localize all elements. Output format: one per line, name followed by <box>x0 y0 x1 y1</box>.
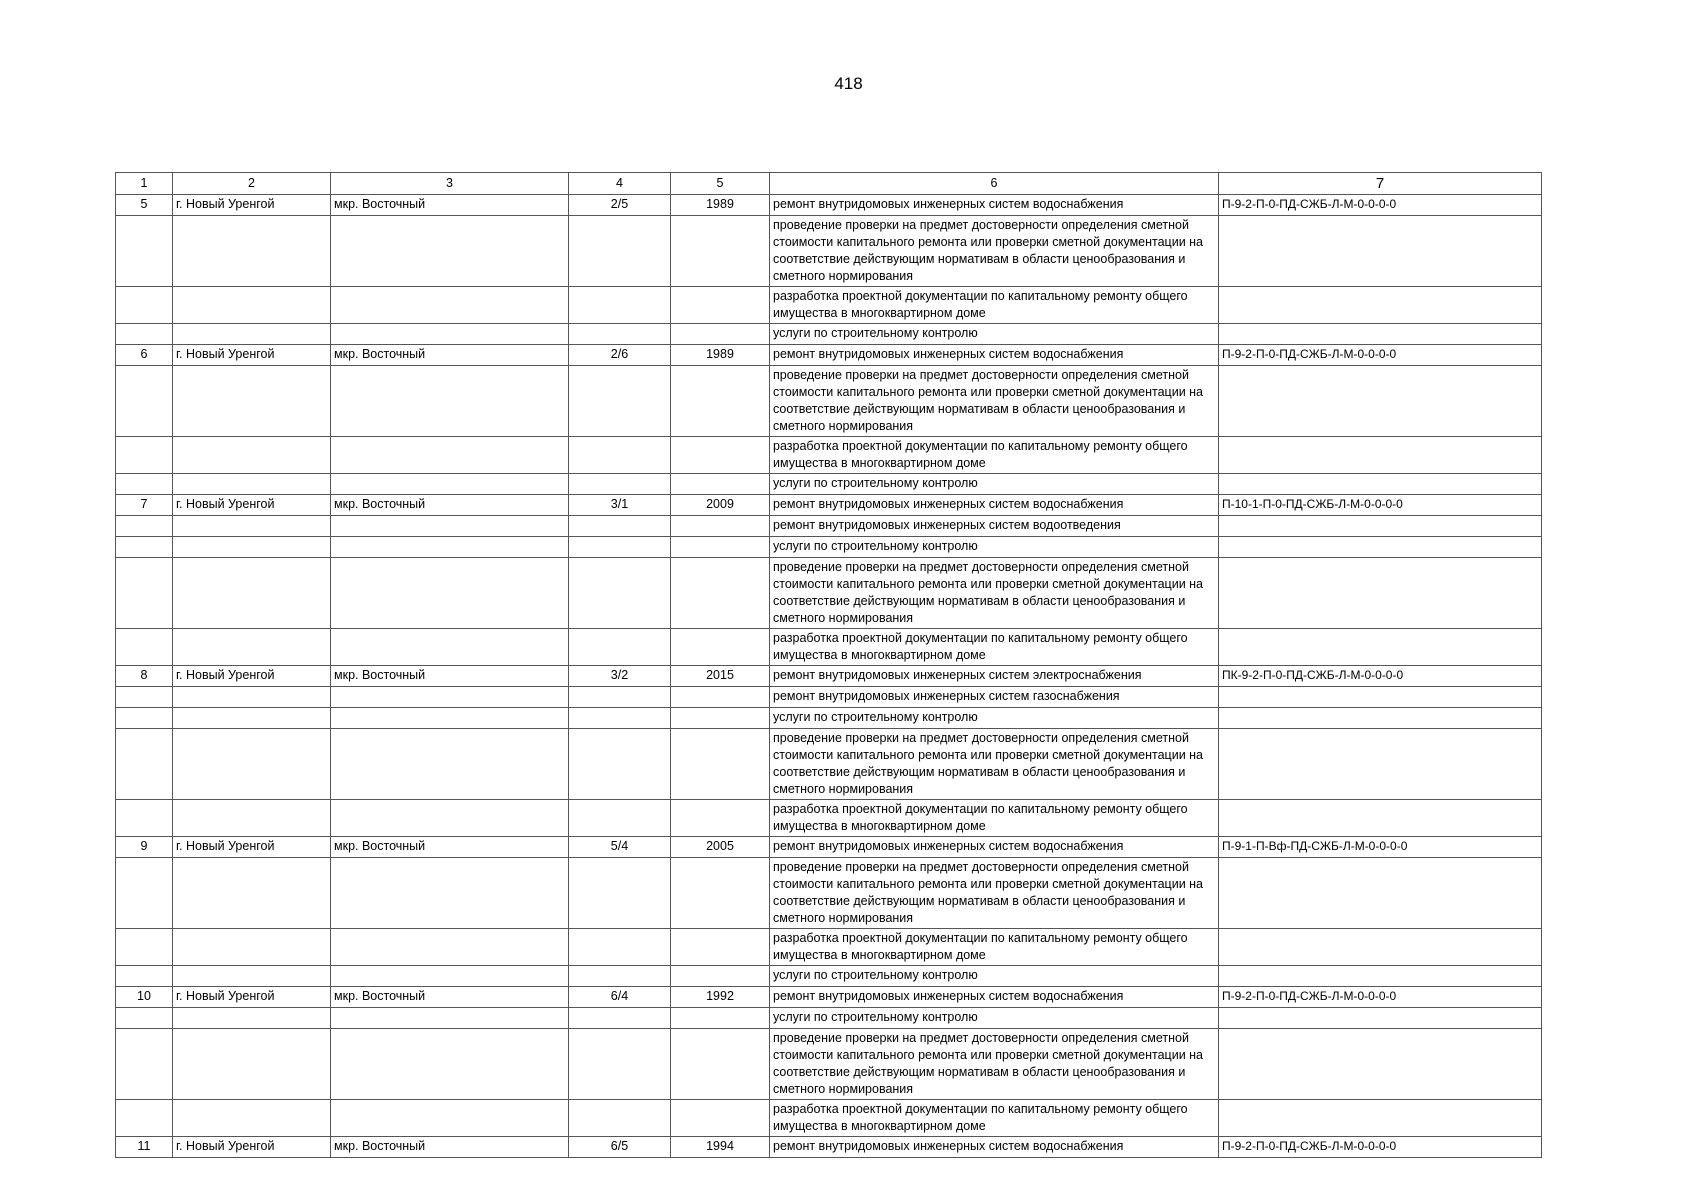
cell-row-number: 9 <box>116 837 173 858</box>
cell-building-code: П-9-2-П-0-ПД-СЖБ-Л-М-0-0-0-0 <box>1219 987 1542 1008</box>
cell-district <box>331 324 569 345</box>
table-row <box>116 287 1542 324</box>
cell-work-type: ремонт внутридомовых инженерных систем водоснабжения <box>770 837 1219 858</box>
cell-row-number <box>116 1008 173 1029</box>
cell-work-type: проведение проверки на предмет достоверности определения сметной стоимости капитального ремонта или проверки сметной документации на соответствие действующим нормативам в области ценообразования и сметного нормирования <box>770 729 1219 800</box>
cell-row-number: 7 <box>116 495 173 516</box>
cell-house-number <box>569 708 671 729</box>
cell-row-number <box>116 516 173 537</box>
header-col-4: 4 <box>569 173 671 195</box>
cell-building-code <box>1219 474 1542 495</box>
cell-building-code: П-9-2-П-0-ПД-СЖБ-Л-М-0-0-0-0 <box>1219 1137 1542 1158</box>
cell-row-number <box>116 1100 173 1137</box>
cell-building-code <box>1219 216 1542 287</box>
cell-work-type: ремонт внутридомовых инженерных систем водоснабжения <box>770 987 1219 1008</box>
cell-district <box>331 929 569 966</box>
cell-build-year <box>671 516 770 537</box>
cell-district <box>331 1100 569 1137</box>
cell-build-year <box>671 437 770 474</box>
table-row <box>116 1100 1542 1137</box>
cell-building-code <box>1219 858 1542 929</box>
cell-district <box>331 366 569 437</box>
cell-city: г. Новый Уренгой <box>173 987 331 1008</box>
cell-work-type: услуги по строительному контролю <box>770 537 1219 558</box>
cell-build-year <box>671 1100 770 1137</box>
cell-building-code: П-9-1-П-Вф-ПД-СЖБ-Л-М-0-0-0-0 <box>1219 837 1542 858</box>
cell-house-number <box>569 216 671 287</box>
cell-city <box>173 324 331 345</box>
cell-build-year <box>671 729 770 800</box>
cell-row-number: 10 <box>116 987 173 1008</box>
cell-district: мкр. Восточный <box>331 666 569 687</box>
cell-city <box>173 966 331 987</box>
cell-build-year: 1992 <box>671 987 770 1008</box>
header-col-5: 5 <box>671 173 770 195</box>
cell-work-type: проведение проверки на предмет достоверности определения сметной стоимости капитального ремонта или проверки сметной документации на соответствие действующим нормативам в области ценообразования и сметного нормирования <box>770 216 1219 287</box>
cell-build-year: 2015 <box>671 666 770 687</box>
cell-district <box>331 708 569 729</box>
table-row <box>116 216 1542 287</box>
cell-house-number <box>569 366 671 437</box>
cell-house-number: 3/2 <box>569 666 671 687</box>
header-col-2: 2 <box>173 173 331 195</box>
cell-house-number: 6/5 <box>569 1137 671 1158</box>
cell-city <box>173 800 331 837</box>
cell-work-type: проведение проверки на предмет достоверности определения сметной стоимости капитального ремонта или проверки сметной документации на соответствие действующим нормативам в области ценообразования и сметного нормирования <box>770 366 1219 437</box>
cell-house-number: 2/5 <box>569 195 671 216</box>
table-row <box>116 929 1542 966</box>
table-row <box>116 495 1542 516</box>
table-row <box>116 1029 1542 1100</box>
cell-city <box>173 1100 331 1137</box>
cell-house-number <box>569 558 671 629</box>
cell-district: мкр. Восточный <box>331 345 569 366</box>
cell-work-type: ремонт внутридомовых инженерных систем водоснабжения <box>770 1137 1219 1158</box>
cell-city: г. Новый Уренгой <box>173 837 331 858</box>
cell-building-code <box>1219 324 1542 345</box>
cell-work-type: ремонт внутридомовых инженерных систем водоснабжения <box>770 195 1219 216</box>
cell-city <box>173 1029 331 1100</box>
table-row <box>116 708 1542 729</box>
cell-city <box>173 687 331 708</box>
table-row <box>116 366 1542 437</box>
cell-city: г. Новый Уренгой <box>173 345 331 366</box>
table-row <box>116 837 1542 858</box>
table-row <box>116 1008 1542 1029</box>
cell-district <box>331 537 569 558</box>
cell-building-code <box>1219 537 1542 558</box>
cell-build-year <box>671 558 770 629</box>
table-row <box>116 629 1542 666</box>
cell-row-number <box>116 216 173 287</box>
cell-work-type: проведение проверки на предмет достоверности определения сметной стоимости капитального ремонта или проверки сметной документации на соответствие действующим нормативам в области ценообразования и сметного нормирования <box>770 1029 1219 1100</box>
cell-build-year <box>671 324 770 345</box>
cell-city <box>173 1008 331 1029</box>
cell-district: мкр. Восточный <box>331 837 569 858</box>
cell-build-year: 2005 <box>671 837 770 858</box>
cell-build-year <box>671 287 770 324</box>
cell-work-type: ремонт внутридомовых инженерных систем газоснабжения <box>770 687 1219 708</box>
cell-house-number <box>569 474 671 495</box>
cell-build-year <box>671 929 770 966</box>
cell-house-number <box>569 629 671 666</box>
cell-building-code <box>1219 1100 1542 1137</box>
cell-city: г. Новый Уренгой <box>173 666 331 687</box>
cell-row-number <box>116 858 173 929</box>
cell-work-type: проведение проверки на предмет достоверности определения сметной стоимости капитального ремонта или проверки сметной документации на соответствие действующим нормативам в области ценообразования и сметного нормирования <box>770 858 1219 929</box>
table-row <box>116 800 1542 837</box>
page-number: 418 <box>834 74 863 93</box>
cell-city: г. Новый Уренгой <box>173 495 331 516</box>
table-row <box>116 966 1542 987</box>
cell-district <box>331 858 569 929</box>
cell-row-number: 8 <box>116 666 173 687</box>
cell-city <box>173 516 331 537</box>
cell-build-year: 1994 <box>671 1137 770 1158</box>
cell-work-type: ремонт внутридомовых инженерных систем водоснабжения <box>770 345 1219 366</box>
cell-building-code <box>1219 966 1542 987</box>
cell-district <box>331 729 569 800</box>
cell-work-type: разработка проектной документации по капитальному ремонту общего имущества в многоквартирном доме <box>770 1100 1219 1137</box>
cell-building-code <box>1219 516 1542 537</box>
cell-district: мкр. Восточный <box>331 987 569 1008</box>
header-col-7: 7 <box>1219 173 1542 195</box>
cell-work-type: ремонт внутридомовых инженерных систем электроснабжения <box>770 666 1219 687</box>
cell-district: мкр. Восточный <box>331 195 569 216</box>
cell-row-number <box>116 800 173 837</box>
cell-build-year <box>671 537 770 558</box>
cell-row-number <box>116 437 173 474</box>
cell-building-code: П-10-1-П-0-ПД-СЖБ-Л-М-0-0-0-0 <box>1219 495 1542 516</box>
cell-build-year <box>671 474 770 495</box>
cell-city <box>173 474 331 495</box>
cell-work-type: разработка проектной документации по капитальному ремонту общего имущества в многоквартирном доме <box>770 629 1219 666</box>
cell-city: г. Новый Уренгой <box>173 1137 331 1158</box>
cell-district <box>331 1029 569 1100</box>
table-row <box>116 858 1542 929</box>
cell-city <box>173 537 331 558</box>
cell-building-code <box>1219 729 1542 800</box>
cell-build-year: 2009 <box>671 495 770 516</box>
cell-city <box>173 729 331 800</box>
cell-work-type: разработка проектной документации по капитальному ремонту общего имущества в многоквартирном доме <box>770 437 1219 474</box>
cell-build-year <box>671 800 770 837</box>
cell-work-type: ремонт внутридомовых инженерных систем водоотведения <box>770 516 1219 537</box>
cell-row-number <box>116 708 173 729</box>
cell-row-number <box>116 558 173 629</box>
cell-work-type: ремонт внутридомовых инженерных систем водоснабжения <box>770 495 1219 516</box>
cell-work-type: проведение проверки на предмет достоверности определения сметной стоимости капитального ремонта или проверки сметной документации на соответствие действующим нормативам в области ценообразования и сметного нормирования <box>770 558 1219 629</box>
cell-building-code <box>1219 708 1542 729</box>
header-col-3: 3 <box>331 173 569 195</box>
cell-house-number <box>569 800 671 837</box>
cell-district <box>331 800 569 837</box>
cell-build-year: 1989 <box>671 345 770 366</box>
cell-house-number <box>569 516 671 537</box>
cell-district: мкр. Восточный <box>331 1137 569 1158</box>
cell-house-number <box>569 1008 671 1029</box>
cell-building-code <box>1219 366 1542 437</box>
cell-work-type: услуги по строительному контролю <box>770 1008 1219 1029</box>
table-row <box>116 437 1542 474</box>
cell-row-number <box>116 287 173 324</box>
cell-city <box>173 216 331 287</box>
cell-build-year <box>671 858 770 929</box>
table-row <box>116 345 1542 366</box>
cell-city <box>173 558 331 629</box>
cell-city: г. Новый Уренгой <box>173 195 331 216</box>
cell-building-code <box>1219 629 1542 666</box>
table-row <box>116 324 1542 345</box>
cell-building-code <box>1219 558 1542 629</box>
cell-build-year <box>671 1029 770 1100</box>
cell-row-number <box>116 324 173 345</box>
cell-house-number <box>569 1100 671 1137</box>
cell-house-number: 2/6 <box>569 345 671 366</box>
cell-city <box>173 366 331 437</box>
cell-work-type: услуги по строительному контролю <box>770 966 1219 987</box>
cell-city <box>173 437 331 474</box>
cell-building-code <box>1219 1029 1542 1100</box>
cell-build-year <box>671 966 770 987</box>
cell-build-year: 1989 <box>671 195 770 216</box>
cell-house-number <box>569 1029 671 1100</box>
cell-district <box>331 966 569 987</box>
cell-house-number: 5/4 <box>569 837 671 858</box>
table-row <box>116 195 1542 216</box>
table-row <box>116 729 1542 800</box>
cell-house-number: 6/4 <box>569 987 671 1008</box>
cell-work-type: услуги по строительному контролю <box>770 708 1219 729</box>
cell-district <box>331 216 569 287</box>
cell-build-year <box>671 216 770 287</box>
cell-district <box>331 437 569 474</box>
table-row <box>116 516 1542 537</box>
cell-district <box>331 287 569 324</box>
table-row <box>116 474 1542 495</box>
cell-house-number: 3/1 <box>569 495 671 516</box>
cell-house-number <box>569 966 671 987</box>
cell-row-number: 6 <box>116 345 173 366</box>
cell-row-number <box>116 474 173 495</box>
table-row <box>116 987 1542 1008</box>
cell-city <box>173 708 331 729</box>
header-col-1: 1 <box>116 173 173 195</box>
cell-district <box>331 516 569 537</box>
cell-work-type: разработка проектной документации по капитальному ремонту общего имущества в многоквартирном доме <box>770 929 1219 966</box>
cell-build-year <box>671 1008 770 1029</box>
cell-building-code <box>1219 800 1542 837</box>
cell-city <box>173 287 331 324</box>
cell-build-year <box>671 708 770 729</box>
cell-house-number <box>569 437 671 474</box>
cell-building-code: ПК-9-2-П-0-ПД-СЖБ-Л-М-0-0-0-0 <box>1219 666 1542 687</box>
cell-house-number <box>569 929 671 966</box>
header-row <box>116 173 1542 195</box>
cell-district: мкр. Восточный <box>331 495 569 516</box>
cell-house-number <box>569 287 671 324</box>
cell-building-code <box>1219 687 1542 708</box>
works-table <box>115 172 1542 1158</box>
cell-district <box>331 629 569 666</box>
cell-work-type: услуги по строительному контролю <box>770 474 1219 495</box>
cell-district <box>331 558 569 629</box>
cell-build-year <box>671 687 770 708</box>
cell-house-number <box>569 858 671 929</box>
cell-building-code <box>1219 287 1542 324</box>
cell-row-number <box>116 687 173 708</box>
cell-building-code <box>1219 929 1542 966</box>
cell-house-number <box>569 729 671 800</box>
cell-row-number <box>116 629 173 666</box>
cell-row-number: 11 <box>116 1137 173 1158</box>
cell-row-number: 5 <box>116 195 173 216</box>
table-row <box>116 687 1542 708</box>
cell-row-number <box>116 929 173 966</box>
cell-building-code: П-9-2-П-0-ПД-СЖБ-Л-М-0-0-0-0 <box>1219 345 1542 366</box>
table-row <box>116 537 1542 558</box>
cell-district <box>331 1008 569 1029</box>
cell-work-type: разработка проектной документации по капитальному ремонту общего имущества в многоквартирном доме <box>770 800 1219 837</box>
cell-building-code <box>1219 437 1542 474</box>
table-body <box>116 195 1542 1158</box>
cell-build-year <box>671 629 770 666</box>
table-row <box>116 1137 1542 1158</box>
cell-city <box>173 858 331 929</box>
cell-work-type: услуги по строительному контролю <box>770 324 1219 345</box>
cell-district <box>331 474 569 495</box>
cell-row-number <box>116 966 173 987</box>
cell-house-number <box>569 687 671 708</box>
cell-row-number <box>116 729 173 800</box>
cell-build-year <box>671 366 770 437</box>
cell-house-number <box>569 537 671 558</box>
cell-row-number <box>116 366 173 437</box>
table-row <box>116 666 1542 687</box>
table-row <box>116 558 1542 629</box>
cell-house-number <box>569 324 671 345</box>
cell-district <box>331 687 569 708</box>
cell-building-code: П-9-2-П-0-ПД-СЖБ-Л-М-0-0-0-0 <box>1219 195 1542 216</box>
cell-work-type: разработка проектной документации по капитальному ремонту общего имущества в многоквартирном доме <box>770 287 1219 324</box>
cell-city <box>173 929 331 966</box>
cell-row-number <box>116 1029 173 1100</box>
cell-building-code <box>1219 1008 1542 1029</box>
header-col-6: 6 <box>770 173 1219 195</box>
cell-city <box>173 629 331 666</box>
cell-row-number <box>116 537 173 558</box>
